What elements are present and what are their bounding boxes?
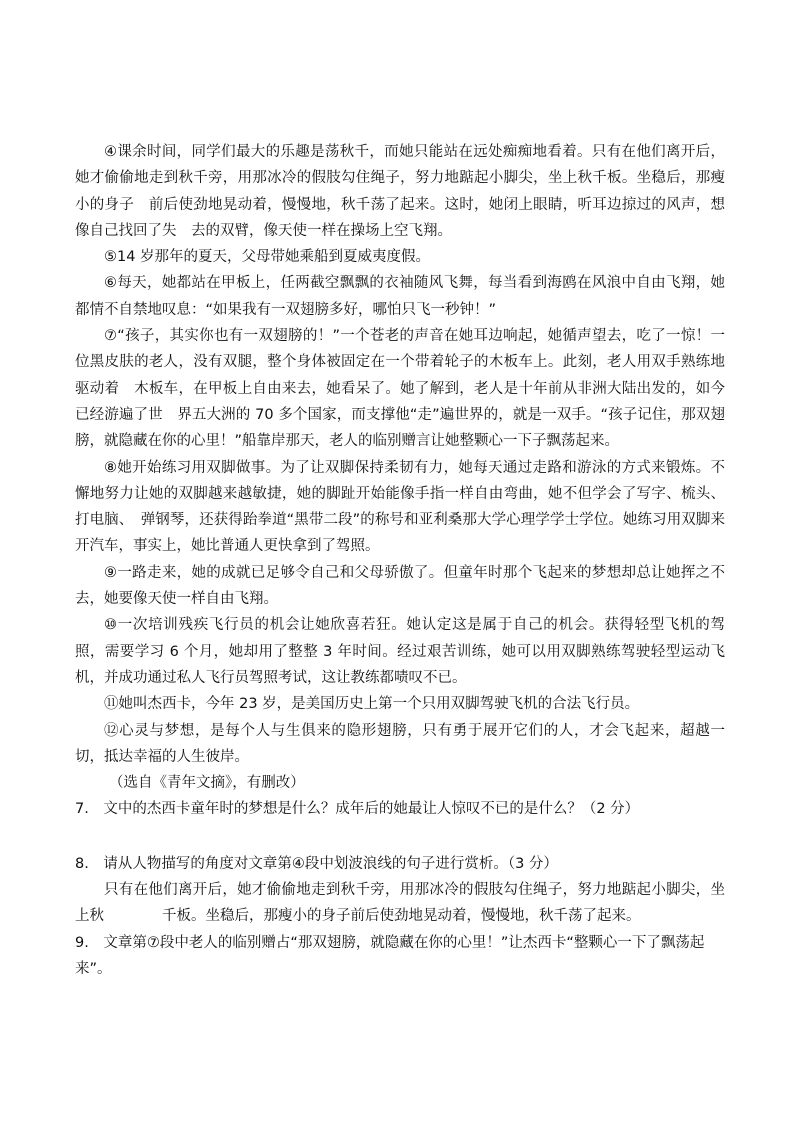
question-9: 9. 文章第⑦段中老人的临别赠占“那双翅膀，就隐藏在你的心里！”让杰西卡“整颗心一下了飘荡起来”。 bbox=[75, 934, 705, 977]
paragraph-8: ⑧她开始练习用双脚做事。为了让双脚保持柔韧有力，她每天通过走路和游泳的方式来锻炼。不懈地努力让她的双脚越来越敏捷，她的脚趾开始能像手指一样自由弯曲，她不但学会了写字、梳头、打电脑、 弹钢琴，还获得跆拳道“黑带二段”的称号和亚利桑那大学心理学学士学位。她练习用双脚来开汽车，事实上，她比普通人更快拿到了驾照。 bbox=[75, 459, 725, 555]
source-citation: （选自《青年文摘》，有删改） bbox=[109, 775, 305, 792]
paragraph-6: ⑥每天，她都站在甲板上，任两截空飘飘的衣袖随风飞舞，每当看到海鸥在风浪中自由飞翔，她都情不自禁地叹息：“如果我有一双翅膀多好，哪怕只飞一秒钟！” bbox=[75, 275, 725, 318]
quoted-sentence: 只有在他们离开后，她才偷偷地走到秋千旁，用那冰冷的假肢勾住绳子，努力地踮起小脚尖，坐上秋 千板。坐稳后，那瘦小的身子前后使劲地晃动着，慢慢地，秋千荡了起来。 bbox=[75, 882, 725, 925]
article-body bbox=[75, 139, 725, 982]
paragraph-12: ⑫心灵与梦想，是每个人与生俱来的隐形翅膀，只有勇于展开它们的人，才会飞起来，超越一切，抵达幸福的人生彼岸。 bbox=[75, 722, 725, 765]
paragraph-9: ⑨一路走来，她的成就已足够令自己和父母骄傲了。但童年时那个飞起来的梦想却总让她挥之不去，她要像天使一样自由飞翔。 bbox=[75, 564, 725, 608]
paragraph-5: ⑤14 岁那年的夏天，父母带她乘船到夏威夷度假。 bbox=[104, 249, 431, 266]
question-7: 7. 文中的杰西卡童年时的梦想是什么？成年后的她最让人惊叹不已的是什么？（2 分） bbox=[75, 801, 640, 818]
paragraph-10: ⑩一次培训残疾飞行员的机会让她欣喜若狂。她认定这是属于自己的机会。获得轻型飞机的驾照，需要学习 6 个月，她却用了整整 3 年时间。经过艰苦训练，她可以用双脚熟练驾驶轻型运动飞机，并成功通过私人飞行员驾照考试，这让教练都啧叹不已。 bbox=[75, 617, 725, 686]
answer-space bbox=[75, 823, 725, 851]
question-8: 8. 请从人物描写的角度对文章第④段中划波浪线的句子进行赏析。（3 分） bbox=[75, 855, 558, 872]
paragraph-11: ⑪她叫杰西卡，今年 23 岁，是美国历史上第一个只用双脚驾驶飞机的合法飞行员。 bbox=[104, 696, 640, 713]
paragraph-4: ④课余时间，同学们最大的乐趣是荡秋千，而她只能站在远处痴痴地看着。只有在他们离开后，她才偷偷地走到秋千旁，用那冰冷的假肢勾住绳子，努力地踮起小脚尖，坐上秋千板。坐稳后，那瘦小的身子 前后使劲地晃动着，慢慢地，秋千荡了起来。这时，她闭上眼睛，听耳边掠过的风声，想像自己找回了失 去的双臂，像天使一样在操场上空飞翔。 bbox=[75, 144, 725, 239]
paragraph-7: ⑦“孩子，其实你也有一双翅膀的！”一个苍老的声音在她耳边响起，她循声望去，吃了一惊！一位黑皮肤的老人，没有双腿，整个身体被固定在一个带着轮子的木板车上。此刻，老人用双手熟练地驱动着 木板车，在甲板上自由来去，她看呆了。她了解到，老人是十年前从非洲大陆出发的，如今已经游遍了世 界五大洲的 70 多个国家，而支撑他“走”遍世界的，就是一双手。“孩子记住，那双翅膀，就隐藏在你的心里！”船靠岸那天，老人的临别赠言让她整颗心一下子飘荡起来。 bbox=[75, 328, 725, 450]
